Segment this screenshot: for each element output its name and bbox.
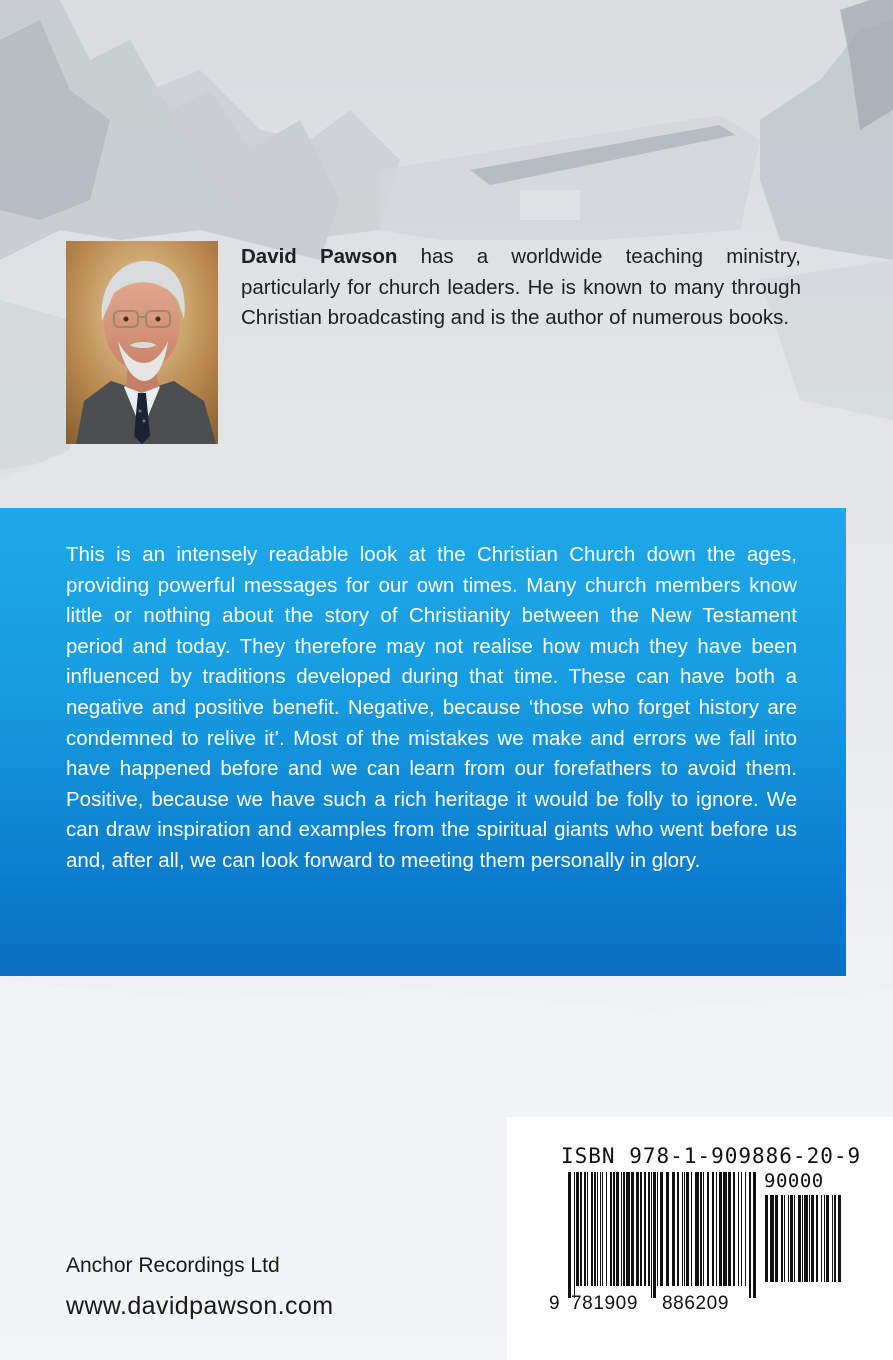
barcode-bar: [749, 1172, 751, 1298]
barcode-bar: [666, 1172, 669, 1286]
barcode-bar: [738, 1172, 739, 1286]
barcode-bar: [781, 1195, 783, 1282]
barcode-bar: [802, 1195, 803, 1282]
barcode-bar: [636, 1172, 639, 1286]
barcode-bar: [594, 1172, 596, 1286]
barcode-bar: [640, 1172, 642, 1286]
publisher-name: Anchor Recordings Ltd: [66, 1254, 280, 1277]
author-name: David Pawson: [241, 245, 398, 268]
barcode-bar: [587, 1172, 588, 1286]
barcode-bar: [712, 1172, 714, 1286]
barcode-bar: [775, 1195, 778, 1282]
barcode-bar: [610, 1172, 612, 1286]
barcode-bar: [591, 1172, 593, 1286]
barcode-bar: [745, 1172, 746, 1286]
author-photo: [66, 241, 218, 444]
barcode-left-group: 781909: [571, 1293, 639, 1314]
barcode-bar: [653, 1172, 656, 1298]
barcode-bar: [672, 1172, 675, 1286]
barcode-bar: [816, 1195, 818, 1282]
barcode-bar: [824, 1195, 825, 1282]
isbn-label: ISBN 978-1-909886-20-9: [561, 1144, 862, 1168]
barcode-bar: [677, 1172, 679, 1286]
barcode-bar: [794, 1195, 795, 1282]
barcode-bar: [719, 1172, 722, 1286]
barcode-bar: [765, 1195, 768, 1282]
barcode-bar: [644, 1172, 646, 1286]
barcode-bar: [686, 1172, 689, 1286]
author-bio-text: has a worldwide teaching ministry, particularly for church leaders. He is known to many through Christian broadcasting and is the author of numerous books.: [241, 245, 801, 329]
barcode-bar: [657, 1172, 658, 1286]
barcode-bar: [700, 1172, 702, 1286]
barcode-bar: [733, 1172, 735, 1286]
ean13-barcode-bars: [568, 1172, 758, 1298]
barcode-bar: [826, 1195, 829, 1282]
barcode-bar: [584, 1172, 586, 1286]
barcode-first-digit: 9: [549, 1293, 560, 1314]
barcode-bar: [568, 1172, 571, 1298]
author-portrait-image: [66, 241, 218, 444]
barcode-bar: [741, 1172, 742, 1286]
barcode-right-group: 886209: [662, 1293, 730, 1314]
barcode-bar: [703, 1172, 704, 1286]
barcode-bar: [804, 1195, 808, 1282]
barcode-bar: [784, 1195, 785, 1282]
barcode-bar: [597, 1172, 598, 1286]
barcode-bar: [580, 1172, 582, 1286]
barcode-bar: [626, 1172, 630, 1286]
barcode-bar: [809, 1195, 810, 1282]
barcode-bar: [798, 1195, 801, 1282]
barcode-price-addon: 90000: [764, 1170, 824, 1192]
barcode-bar: [753, 1172, 756, 1298]
barcode-bar: [574, 1172, 575, 1298]
barcode-bar: [811, 1195, 814, 1282]
barcode-bar: [838, 1195, 841, 1282]
barcode-bar: [648, 1172, 650, 1286]
barcode-bar: [691, 1172, 692, 1286]
author-bio: [241, 242, 801, 334]
barcode-bar: [631, 1172, 634, 1286]
barcode-bar: [621, 1172, 622, 1286]
barcode-bar: [623, 1172, 625, 1286]
addon-barcode-bars: [765, 1195, 843, 1294]
barcode-bar: [788, 1195, 789, 1282]
barcode-bar: [684, 1172, 685, 1286]
barcode-bar: [682, 1172, 683, 1286]
barcode-bar: [723, 1172, 727, 1286]
barcode-bar: [695, 1172, 699, 1286]
barcode-bar: [821, 1195, 822, 1282]
book-blurb: This is an intensely readable look at the Christian Church down the ages, providing powerful messages for our own times. Many church members know little or nothing about the story of Christianity between the New Testament period and today. They therefore may not realise how much they have been influenced by traditions developed during that time. These can have both a negative and positive benefit. Negative, because ‘those who forget history are condemned to relive it’. Most of the mistakes we make and errors we fall into have happened before and we can learn from our forefathers to avoid them. Positive, because we have such a rich heritage it would be folly to ignore. We can draw inspiration and examples from the spiritual giants who went before us and, after all, we can look forward to meeting them personally in glory.: [66, 543, 797, 872]
barcode-bar: [606, 1172, 607, 1286]
barcode-bar: [716, 1172, 717, 1286]
barcode-bar: [707, 1172, 709, 1286]
barcode-bar: [790, 1195, 793, 1282]
barcode-bar: [616, 1172, 619, 1286]
barcode-bar: [728, 1172, 731, 1286]
barcode-bar: [613, 1172, 615, 1286]
barcode-bar: [832, 1195, 833, 1282]
barcode-bar: [602, 1172, 603, 1286]
barcode-bar: [834, 1195, 836, 1282]
barcode-bar: [770, 1195, 774, 1282]
barcode-bar: [651, 1172, 652, 1298]
barcode-bar: [660, 1172, 663, 1286]
barcode-bar: [576, 1172, 579, 1286]
barcode-bar: [600, 1172, 601, 1286]
publisher-website: www.davidpawson.com: [66, 1292, 334, 1320]
